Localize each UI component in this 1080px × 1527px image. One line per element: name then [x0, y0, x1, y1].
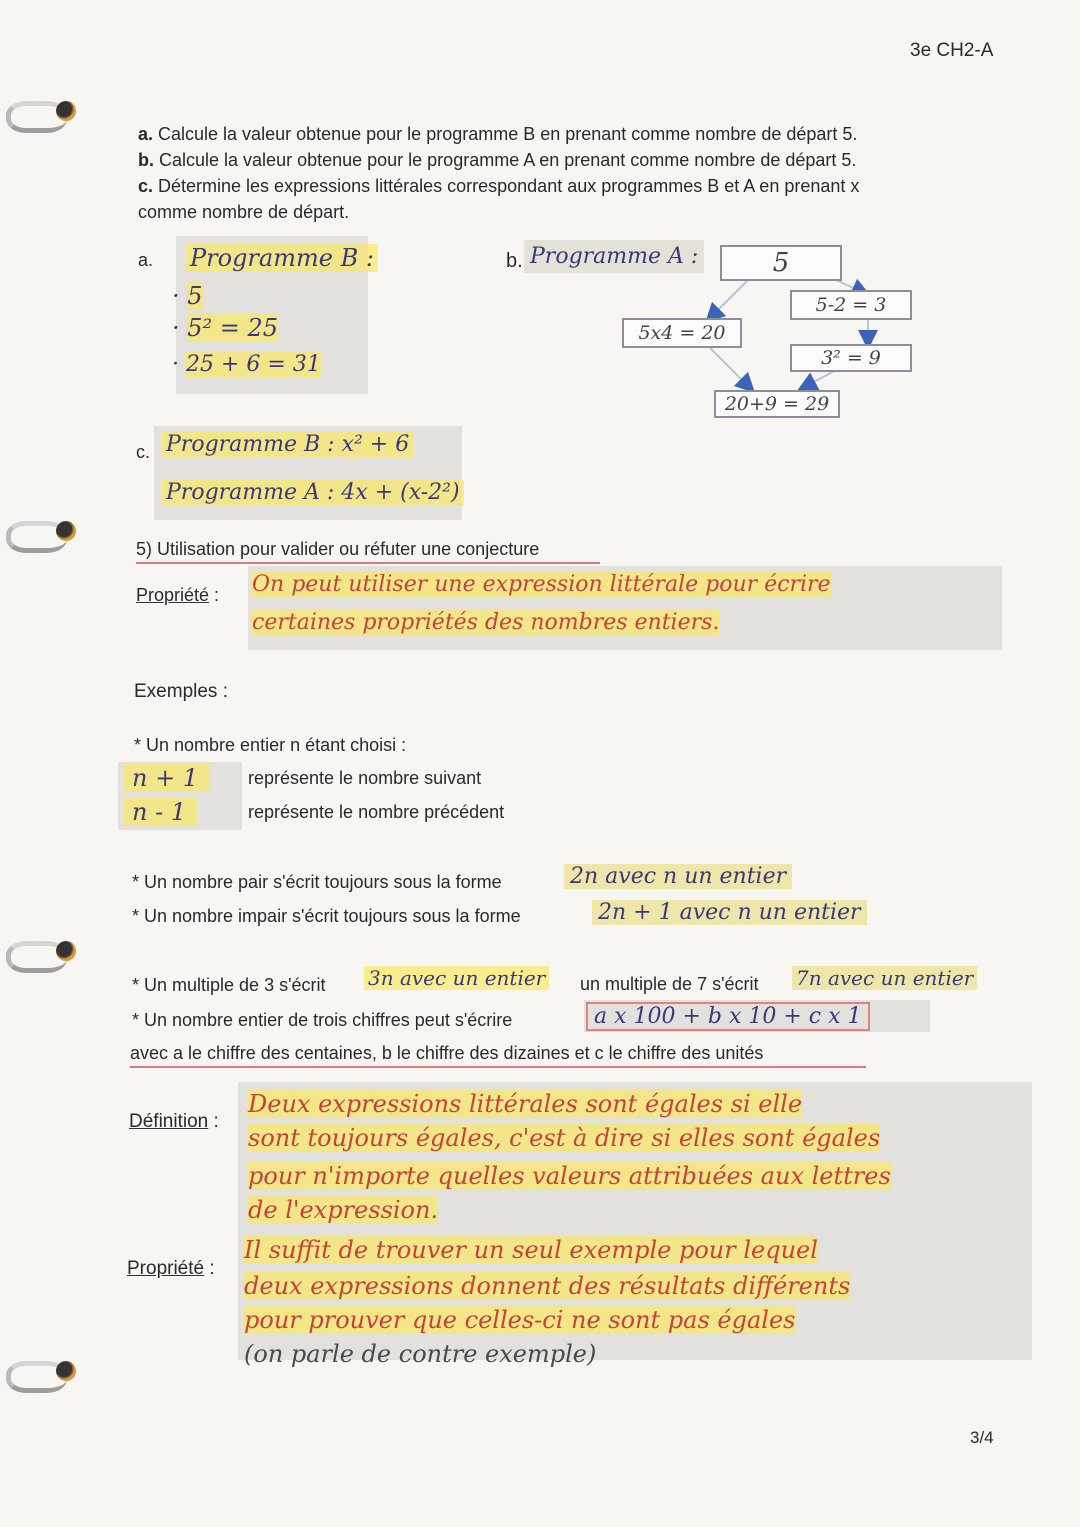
property-label: Propriété : — [136, 585, 220, 605]
answer-c-line2: Programme A : 4x + (x-2²) — [162, 480, 464, 505]
definition-line: Deux expressions littérales sont égales si elle — [248, 1090, 803, 1118]
impair-hw: 2n + 1 avec n un entier — [592, 900, 867, 925]
flow-box-right1: 5-2 = 3 — [790, 290, 912, 320]
answer-a-step: · 5² = 25 — [172, 314, 279, 342]
binder-ring — [6, 515, 76, 549]
pair-text: * Un nombre pair s'écrit toujours sous la forme — [132, 872, 502, 892]
question-a — [138, 124, 857, 145]
definition-line: de l'expression. — [248, 1196, 439, 1224]
section-title: 5) Utilisation pour valider ou réfuter une conjecture — [136, 539, 540, 559]
property2-line: (on parle de contre exemple) — [244, 1340, 597, 1368]
underline — [136, 562, 600, 564]
pair-hw: 2n avec n un entier — [564, 864, 792, 889]
definition-line: pour n'importe quelles valeurs attribuées aux lettres — [248, 1162, 891, 1190]
multiple3-text: * Un multiple de 3 s'écrit — [132, 975, 326, 995]
question-letter: c. — [138, 176, 154, 196]
question-text: Calcule la valeur obtenue pour le programme A en prenant comme nombre de départ 5. — [154, 150, 857, 170]
question-letter: a. — [138, 124, 154, 144]
answer-b-title: Programme A : — [524, 240, 704, 273]
underline — [130, 1066, 866, 1068]
example-hw: n - 1 — [124, 798, 198, 826]
multiple7-hw: 7n avec un entier — [792, 966, 977, 990]
flow-box-start: 5 — [720, 245, 842, 281]
question-c-continuation: comme nombre de départ. — [138, 202, 350, 222]
page-number: 3/4 — [970, 1428, 994, 1447]
example-intro: * Un nombre entier n étant choisi : — [134, 735, 407, 755]
question-letter: b. — [138, 150, 154, 170]
three-digit-continuation: avec a le chiffre des centaines, b le chiffre des dizaines et c le chiffre des unités — [130, 1043, 764, 1063]
property2-line: pour prouver que celles-ci ne sont pas égales — [244, 1306, 796, 1334]
three-digit-hw: a x 100 + b x 10 + c x 1 — [586, 1002, 870, 1031]
examples-label: Exemples : — [134, 681, 228, 702]
property2-label: Propriété : — [127, 1258, 215, 1279]
example-hw: n + 1 — [124, 764, 210, 792]
binder-ring — [6, 935, 76, 969]
question-text: Calcule la valeur obtenue pour le programme B en prenant comme nombre de départ 5. — [153, 124, 858, 144]
answer-a-step: · 25 + 6 = 31 — [172, 352, 321, 377]
answer-c-line1: Programme B : x² + 6 — [162, 432, 413, 457]
multiple3-hw: 3n avec un entier — [364, 966, 549, 990]
example-text: représente le nombre suivant — [248, 768, 482, 788]
definition-label: Définition : — [129, 1111, 219, 1132]
arrow — [710, 348, 748, 386]
flow-box-result: 20+9 = 29 — [714, 390, 840, 418]
answer-b-label: b. — [506, 250, 523, 272]
question-c — [138, 176, 859, 197]
three-digit-text: * Un nombre entier de trois chiffres peut s'écrire — [132, 1010, 513, 1030]
flow-box-right2: 3² = 9 — [790, 344, 912, 372]
property2-line: deux expressions donnent des résultats différents — [244, 1272, 851, 1300]
arrow — [712, 278, 750, 316]
answer-c-label: c. — [136, 442, 151, 462]
flow-box-left: 5x4 = 20 — [622, 318, 742, 348]
binder-ring — [6, 95, 76, 129]
definition-line: sont toujours égales, c'est à dire si elles sont égales — [248, 1124, 881, 1152]
property-line: certaines propriétés des nombres entiers. — [252, 610, 720, 635]
property2-line: Il suffit de trouver un seul exemple pour lequel — [244, 1236, 818, 1264]
answer-a-step: · 5 — [172, 282, 203, 310]
binder-ring — [6, 1355, 76, 1389]
question-text: Détermine les expressions littérales correspondant aux programmes B et A en prenant x — [153, 176, 860, 196]
example-text: représente le nombre précédent — [248, 802, 505, 822]
property-line: On peut utiliser une expression littérale pour écrire — [252, 572, 831, 597]
answer-a-title: Programme B : — [186, 244, 378, 272]
impair-text: * Un nombre impair s'écrit toujours sous la forme — [132, 906, 521, 926]
multiple7-text: un multiple de 7 s'écrit — [580, 974, 759, 994]
answer-a-label: a. — [138, 250, 154, 270]
chapter-code: 3e CH2-A — [910, 40, 994, 61]
question-b — [138, 150, 856, 171]
